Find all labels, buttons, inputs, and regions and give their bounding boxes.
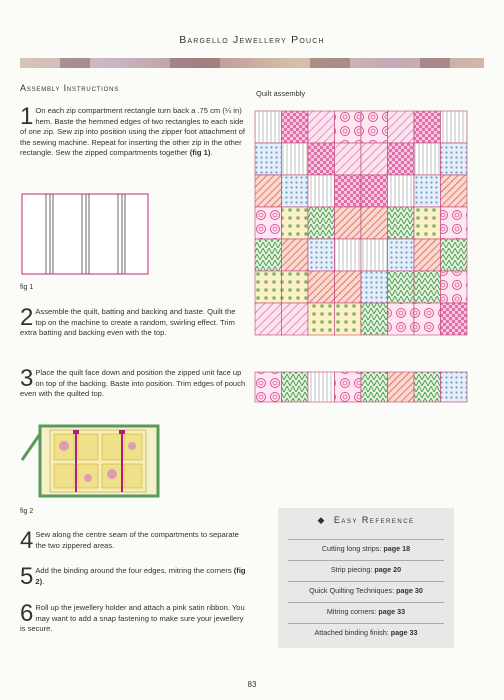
step-4 bbox=[20, 527, 248, 554]
quilt-block bbox=[335, 143, 362, 175]
quilt-block bbox=[282, 303, 309, 335]
quilt-block bbox=[335, 303, 362, 335]
quilt-block bbox=[308, 143, 335, 175]
quilt-strip-block bbox=[255, 372, 282, 402]
quilt-block bbox=[282, 207, 309, 239]
step-6 bbox=[20, 600, 248, 635]
step-text-end: . bbox=[210, 148, 213, 158]
easy-reference-heading: Easy Reference bbox=[333, 515, 415, 525]
step-5 bbox=[20, 563, 248, 590]
quilt-block bbox=[308, 271, 335, 303]
quilt-assembly-illustration bbox=[254, 110, 468, 432]
header-fabric-band bbox=[20, 58, 484, 68]
fig2-label: fig 2 bbox=[20, 508, 34, 515]
quilt-block bbox=[414, 271, 441, 303]
reference-label: Strip piecing: bbox=[330, 565, 375, 574]
diamond-bullet-icon: ◆ bbox=[317, 515, 326, 525]
reference-item bbox=[288, 560, 444, 578]
section-title: Assembly Instructions bbox=[20, 83, 120, 93]
quilt-block bbox=[441, 303, 468, 335]
quilt-block bbox=[441, 175, 468, 207]
reference-item bbox=[288, 623, 444, 641]
step-text: Add the binding around the four edges, mitring the corners bbox=[35, 566, 234, 575]
quilt-block bbox=[414, 143, 441, 175]
reference-label: Mitring corners: bbox=[326, 607, 379, 616]
quilt-block bbox=[282, 239, 309, 271]
reference-label: Cutting long strips: bbox=[321, 544, 384, 553]
step-number: 1 bbox=[20, 103, 34, 130]
quilt-block bbox=[335, 207, 362, 239]
quilt-strip-block bbox=[441, 372, 468, 402]
quilt-block bbox=[335, 175, 362, 207]
step-number: 4 bbox=[20, 527, 34, 554]
reference-item bbox=[288, 581, 444, 599]
quilt-block bbox=[255, 271, 282, 303]
step-1 bbox=[20, 103, 248, 159]
quilt-block bbox=[388, 111, 415, 143]
quilt-strip-block bbox=[388, 372, 415, 402]
reference-label: Quick Quilting Techniques: bbox=[309, 586, 397, 595]
quilt-strip-block bbox=[308, 372, 335, 402]
step-text: Roll up the jewellery holder and attach a pink satin ribbon. You may want to add a snap fastening to make sure your jewellery is secure. bbox=[20, 603, 245, 634]
reference-item bbox=[288, 539, 444, 557]
quilt-block bbox=[388, 175, 415, 207]
quilt-block bbox=[335, 271, 362, 303]
page-number: 83 bbox=[247, 680, 257, 689]
quilt-block bbox=[361, 239, 388, 271]
quilt-block bbox=[388, 303, 415, 335]
quilt-block bbox=[282, 143, 309, 175]
quilt-block bbox=[308, 175, 335, 207]
fig1-label: fig 1 bbox=[20, 284, 34, 291]
quilt-strip-block bbox=[335, 372, 362, 402]
quilt-block bbox=[255, 143, 282, 175]
quilt-block bbox=[282, 111, 309, 143]
reference-page: page 18 bbox=[383, 544, 411, 553]
quilt-block bbox=[282, 271, 309, 303]
reference-page: page 30 bbox=[396, 586, 423, 595]
reference-page: page 33 bbox=[390, 628, 418, 637]
quilt-block bbox=[414, 175, 441, 207]
easy-reference-title bbox=[278, 515, 454, 526]
step-number: 5 bbox=[20, 563, 34, 590]
reference-label: Attached binding finish: bbox=[314, 628, 391, 637]
quilt-block bbox=[361, 207, 388, 239]
step-number: 6 bbox=[20, 600, 34, 627]
step-number: 3 bbox=[20, 365, 34, 392]
quilt-block bbox=[308, 207, 335, 239]
step-text: On each zip compartment rectangle turn back a .75 cm (¼ in) hem. Baste the hemmed edges of two rectangles to each side of one zip. Sew zip into position using the zipper foot attachment of the sewing machine. Repeat for inserting the other zip in the other rectangle. Sew the zipped compartments together bbox=[20, 106, 245, 158]
quilt-block bbox=[335, 239, 362, 271]
quilt-block bbox=[255, 175, 282, 207]
quilt-block bbox=[308, 303, 335, 335]
quilt-block bbox=[441, 207, 468, 239]
quilt-block bbox=[361, 143, 388, 175]
quilt-strip-block bbox=[414, 372, 441, 402]
step-text: Assemble the quilt, batting and backing and baste. Quilt the top on the machine to create a random, swirling effect. Trim extra batting and backing even with the top. bbox=[20, 307, 236, 338]
step-figure-ref: (fig 1) bbox=[189, 148, 211, 158]
quilt-block bbox=[414, 239, 441, 271]
quilt-block bbox=[441, 271, 468, 303]
step-2 bbox=[20, 304, 248, 339]
quilt-block bbox=[388, 271, 415, 303]
reference-item bbox=[288, 602, 444, 620]
fig1-illustration bbox=[20, 192, 150, 276]
step-number: 2 bbox=[20, 304, 34, 331]
quilt-block bbox=[361, 111, 388, 143]
quilt-assembly-label: Quilt assembly bbox=[256, 89, 306, 98]
step-text: Sew along the centre seam of the compartments to separate the two zippered areas. bbox=[35, 530, 239, 550]
quilt-block bbox=[388, 239, 415, 271]
quilt-block bbox=[414, 303, 441, 335]
quilt-block bbox=[255, 303, 282, 335]
quilt-block bbox=[308, 111, 335, 143]
quilt-block bbox=[255, 207, 282, 239]
quilt-strip-block bbox=[361, 372, 388, 402]
easy-reference-box bbox=[278, 508, 454, 648]
step-3 bbox=[20, 365, 248, 400]
quilt-block bbox=[441, 111, 468, 143]
quilt-block bbox=[441, 239, 468, 271]
page-header-title: Bargello Jewellery Pouch bbox=[179, 34, 325, 46]
quilt-block bbox=[388, 143, 415, 175]
quilt-block bbox=[255, 239, 282, 271]
quilt-block bbox=[361, 175, 388, 207]
reference-page: page 33 bbox=[378, 607, 406, 616]
quilt-block bbox=[282, 175, 309, 207]
fig2-illustration bbox=[20, 416, 162, 500]
quilt-block bbox=[361, 271, 388, 303]
quilt-block bbox=[361, 303, 388, 335]
quilt-block bbox=[388, 207, 415, 239]
quilt-block bbox=[441, 143, 468, 175]
step-figure-ref: (fig 2) bbox=[35, 566, 246, 586]
quilt-block bbox=[308, 239, 335, 271]
quilt-strip-block bbox=[282, 372, 309, 402]
reference-page: page 20 bbox=[374, 565, 402, 574]
quilt-block bbox=[255, 111, 282, 143]
step-text-end: . bbox=[42, 576, 45, 586]
step-text: Place the quilt face down and position the zipped unit face up on top of the backing. Baste into position. Trim edges of pouch even with the quilted top. bbox=[20, 368, 246, 399]
quilt-block bbox=[414, 207, 441, 239]
quilt-block bbox=[414, 111, 441, 143]
quilt-block bbox=[335, 111, 362, 143]
